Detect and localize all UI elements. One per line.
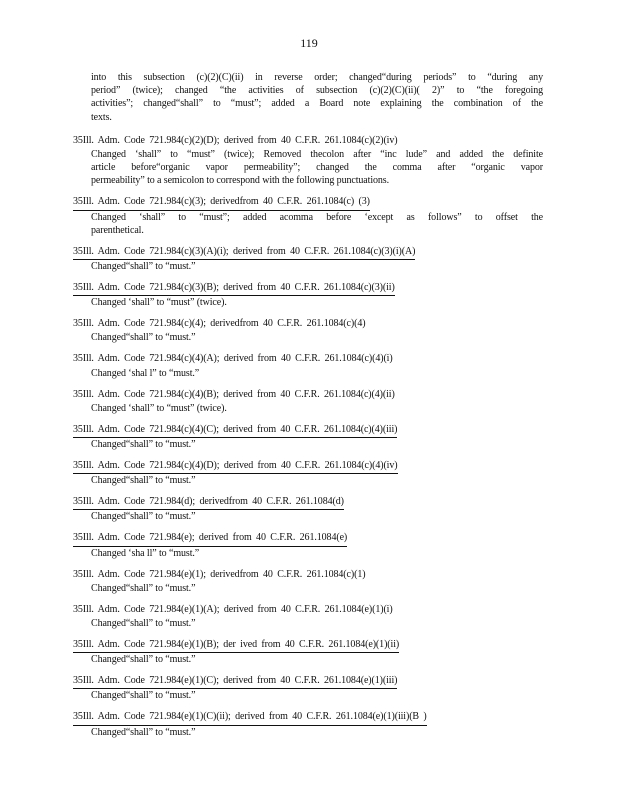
entry-citation: 35Ill. Adm. Code 721.984(e)(1); derivedfrom 40 C.F.R. 261.1084(c)(1) xyxy=(73,568,366,580)
entry-citation: 35Ill. Adm. Code 721.984(c)(4)(C); derived from 40 C.F.R. 261.1084(c)(4)(iii) xyxy=(73,423,397,438)
entry-citation: 35Ill. Adm. Code 721.984(c)(4); derivedfrom 40 C.F.R. 261.1084(c)(4) xyxy=(73,318,366,330)
amendment-entry xyxy=(73,388,543,415)
entry-change-text: parenthetical. xyxy=(91,224,144,236)
entry-citation: 35Ill. Adm. Code 721.984(c)(3)(B); derived from 40 C.F.R. 261.1084(c)(3)(ii) xyxy=(73,281,395,296)
entry-citation: 35Ill. Adm. Code 721.984(c)(4)(B); derived from 40 C.F.R. 261.1084(c)(4)(ii) xyxy=(73,388,395,400)
amendment-entry xyxy=(73,245,543,273)
entry-change-text: Changed ‘shall” to “must” (twice). xyxy=(91,297,227,309)
entry-change-text: Changed ‘shall” to “must”; added acomma before ‘except as follows” to offset the xyxy=(91,211,543,223)
amendment-entry xyxy=(73,603,543,630)
entry-citation: 35Ill. Adm. Code 721.984(c)(3); derivedfrom 40 C.F.R. 261.1084(c) (3) xyxy=(73,195,370,210)
page-number: 119 xyxy=(300,36,318,50)
entry-citation: 35Ill. Adm. Code 721.984(e)(1)(C); derived from 40 C.F.R. 261.1084(e)(1)(iii) xyxy=(73,674,397,689)
entry-citation: 35Ill. Adm. Code 721.984(d); derivedfrom 40 C.F.R. 261.1084(d) xyxy=(73,495,344,510)
amendment-entry xyxy=(73,495,543,523)
entry-change-text: Changed“shall” to “must.” xyxy=(91,582,196,594)
amendment-entry xyxy=(73,710,543,738)
entry-citation: 35Ill. Adm. Code 721.984(e)(1)(A); derived from 40 C.F.R. 261.1084(e)(1)(i) xyxy=(73,603,393,615)
intro-line: period” (twice); changed “the activities of subsection (c)(2)(C)(ii)( 2)” to “the foregoing xyxy=(91,85,543,97)
amendment-entry xyxy=(73,568,543,595)
entry-change-text: Changed“shall” to “must.” xyxy=(91,618,196,630)
amendment-entry xyxy=(73,352,543,379)
entry-citation: 35Ill. Adm. Code 721.984(e); derived from 40 C.F.R. 261.1084(e) xyxy=(73,531,347,546)
entry-change-text: Changed ‘sha ll” to “must.” xyxy=(91,547,200,559)
entry-list xyxy=(73,134,543,739)
intro-line: into this subsection (c)(2)(C)(ii) in reverse order; changed“during periods” to “during any xyxy=(91,72,543,83)
amendment-entry xyxy=(73,423,543,451)
entry-change-text: Changed“shall” to “must.” xyxy=(91,726,196,738)
entry-change-text: Changed“shall” to “must.” xyxy=(91,261,196,273)
entry-change-text: Changed“shall” to “must.” xyxy=(91,332,196,344)
entry-citation: 35Ill. Adm. Code 721.984(e)(1)(C)(ii); derived from 40 C.F.R. 261.1084(e)(1)(iii)(B ) xyxy=(73,710,427,725)
entry-citation: 35Ill. Adm. Code 721.984(c)(2)(D); derived from 40 C.F.R. 261.1084(c)(2)(iv) xyxy=(73,134,398,146)
amendment-entry xyxy=(73,317,543,344)
entry-change-text: Changed“shall” to “must.” xyxy=(91,475,196,487)
entry-change-text: Changed“shall” to “must.” xyxy=(91,439,196,451)
document-body xyxy=(73,71,543,747)
entry-change-text: Changed ‘shall” to “must” (twice); Removed thecolon after “inc lude” and added the definite xyxy=(91,149,543,161)
entry-change-text: Changed ‘shal l” to “must.” xyxy=(91,367,200,379)
entry-citation: 35Ill. Adm. Code 721.984(c)(3)(A)(i); derived from 40 C.F.R. 261.1084(c)(3)(i)(A) xyxy=(73,245,415,260)
intro-line: texts. xyxy=(91,111,112,123)
entry-change-text: permeability” to a semicolon to correspond with the following punctuations. xyxy=(91,175,389,187)
intro-line: activities”; changed“shall” to “must”; added a Board note explaining the combination of the xyxy=(91,98,543,110)
amendment-entry xyxy=(73,134,543,188)
amendment-entry xyxy=(73,531,543,559)
amendment-entry xyxy=(73,459,543,487)
entry-change-text: Changed“shall” to “must.” xyxy=(91,511,196,523)
amendment-entry xyxy=(73,195,543,237)
entry-change-text: article before“organic vapor permeability”; changed the comma after “organic vapor xyxy=(91,162,543,174)
amendment-entry xyxy=(73,281,543,309)
entry-change-text: Changed“shall” to “must.” xyxy=(91,690,196,702)
entry-change-text: Changed“shall” to “must.” xyxy=(91,654,196,666)
amendment-entry xyxy=(73,638,543,666)
intro-paragraph xyxy=(73,71,543,124)
amendment-entry xyxy=(73,674,543,702)
entry-citation: 35Ill. Adm. Code 721.984(c)(4)(A); derived from 40 C.F.R. 261.1084(c)(4)(i) xyxy=(73,353,393,365)
entry-change-text: Changed ‘shall” to “must” (twice). xyxy=(91,402,227,414)
entry-citation: 35Ill. Adm. Code 721.984(c)(4)(D); derived from 40 C.F.R. 261.1084(c)(4)(iv) xyxy=(73,459,398,474)
entry-citation: 35Ill. Adm. Code 721.984(e)(1)(B); der ived from 40 C.F.R. 261.1084(e)(1)(ii) xyxy=(73,638,399,653)
